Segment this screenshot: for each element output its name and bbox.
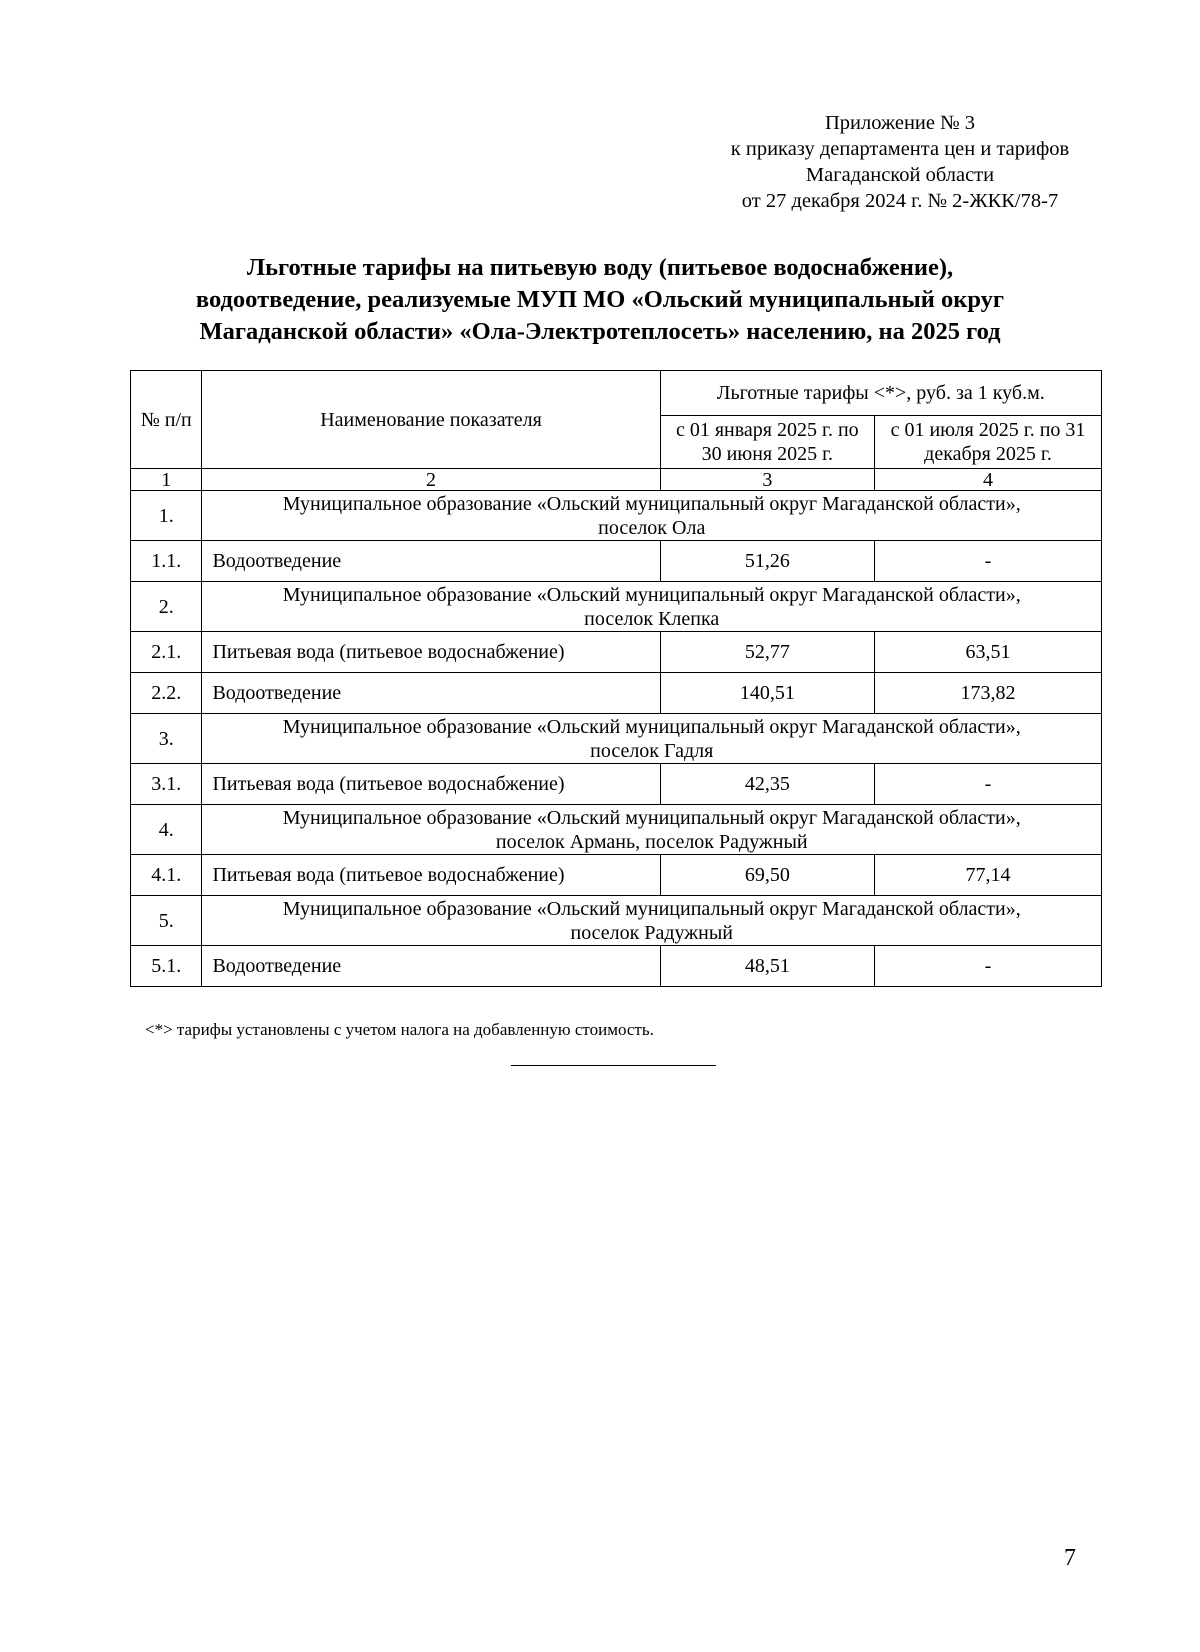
section-row <box>131 805 1102 855</box>
tariff-row <box>131 673 1102 714</box>
title-line-3: Магаданской области» «Ола-Электротеплосеть» населению, на 2025 год <box>199 318 1001 345</box>
tariffs-table-body <box>131 371 1102 987</box>
tariff-period-2: 63,51 <box>875 632 1102 673</box>
appendix-line-4: от 27 декабря 2024 г. № 2-ЖКК/78-7 <box>741 190 1059 212</box>
row-number: 4.1. <box>131 855 202 896</box>
tariff-period-2: 173,82 <box>875 673 1102 714</box>
settlement-name: поселок Радужный <box>570 921 733 944</box>
tariff-period-1: 69,50 <box>660 855 874 896</box>
tariff-period-2: - <box>875 764 1102 805</box>
settlement-name: поселок Ола <box>598 516 706 539</box>
page-number: 7 <box>1064 1545 1076 1571</box>
column-number-row <box>131 469 1102 491</box>
section-municipality <box>202 805 1102 855</box>
tariffs-table <box>130 370 1102 987</box>
section-municipality <box>202 491 1102 541</box>
header-tariff-group: Льготные тарифы <*>, руб. за 1 куб.м. <box>660 371 1101 416</box>
header-num: № п/п <box>131 371 202 469</box>
column-number-3: 3 <box>660 469 874 491</box>
settlement-name: поселок Гадля <box>590 739 714 762</box>
section-number: 4. <box>131 805 202 855</box>
section-number: 2. <box>131 582 202 632</box>
section-row <box>131 491 1102 541</box>
municipality-name: Муниципальное образование «Ольский муниципальный округ Магаданской области», <box>282 715 1021 738</box>
tariff-period-2: 77,14 <box>875 855 1102 896</box>
tariff-row <box>131 764 1102 805</box>
section-number: 5. <box>131 896 202 946</box>
indicator-name: Питьевая вода (питьевое водоснабжение) <box>202 764 660 805</box>
municipality-name: Муниципальное образование «Ольский муниципальный округ Магаданской области», <box>282 583 1021 606</box>
settlement-name: поселок Армань, поселок Радужный <box>495 830 808 853</box>
section-row <box>131 896 1102 946</box>
section-municipality <box>202 714 1102 764</box>
title-line-2: водоотведение, реализуемые МУП МО «Ольский муниципальный округ <box>195 286 1005 313</box>
indicator-name: Водоотведение <box>202 946 660 987</box>
row-number: 3.1. <box>131 764 202 805</box>
tariff-row <box>131 541 1102 582</box>
section-municipality <box>202 582 1102 632</box>
document-title <box>100 252 1100 348</box>
tariff-row <box>131 946 1102 987</box>
section-number: 3. <box>131 714 202 764</box>
municipality-name: Муниципальное образование «Ольский муниципальный округ Магаданской области», <box>282 492 1021 515</box>
indicator-name: Питьевая вода (питьевое водоснабжение) <box>202 855 660 896</box>
municipality-name: Муниципальное образование «Ольский муниципальный округ Магаданской области», <box>282 897 1021 920</box>
section-number: 1. <box>131 491 202 541</box>
tariff-period-1: 140,51 <box>660 673 874 714</box>
tariff-period-1: 51,26 <box>660 541 874 582</box>
header-period-2: с 01 июля 2025 г. по 31 декабря 2025 г. <box>875 416 1102 469</box>
section-row <box>131 582 1102 632</box>
row-number: 1.1. <box>131 541 202 582</box>
row-number: 2.2. <box>131 673 202 714</box>
header-name: Наименование показателя <box>202 371 660 469</box>
column-number-2: 2 <box>202 469 660 491</box>
row-number: 2.1. <box>131 632 202 673</box>
column-number-4: 4 <box>875 469 1102 491</box>
settlement-name: поселок Клепка <box>584 607 720 630</box>
municipality-name: Муниципальное образование «Ольский муниципальный округ Магаданской области», <box>282 806 1021 829</box>
closing-rule <box>511 1065 716 1066</box>
indicator-name: Питьевая вода (питьевое водоснабжение) <box>202 632 660 673</box>
section-row <box>131 714 1102 764</box>
tariff-period-2: - <box>875 946 1102 987</box>
tariff-period-2: - <box>875 541 1102 582</box>
section-municipality <box>202 896 1102 946</box>
title-line-1: Льготные тарифы на питьевую воду (питьевое водоснабжение), <box>246 254 954 281</box>
tariff-row <box>131 632 1102 673</box>
appendix-line-3: Магаданской области <box>805 164 995 186</box>
appendix-line-2: к приказу департамента цен и тарифов <box>730 138 1070 160</box>
header-period-1: с 01 января 2025 г. по 30 июня 2025 г. <box>660 416 874 469</box>
indicator-name: Водоотведение <box>202 673 660 714</box>
tariff-period-1: 48,51 <box>660 946 874 987</box>
tariff-row <box>131 855 1102 896</box>
tariff-period-1: 52,77 <box>660 632 874 673</box>
indicator-name: Водоотведение <box>202 541 660 582</box>
row-number: 5.1. <box>131 946 202 987</box>
appendix-header <box>700 110 1100 214</box>
appendix-line-1: Приложение № 3 <box>824 112 976 134</box>
tariff-period-1: 42,35 <box>660 764 874 805</box>
column-number-1: 1 <box>131 469 202 491</box>
footnote: <*> тарифы установлены с учетом налога на добавленную стоимость. <box>145 1020 654 1039</box>
header-row <box>131 371 1102 416</box>
